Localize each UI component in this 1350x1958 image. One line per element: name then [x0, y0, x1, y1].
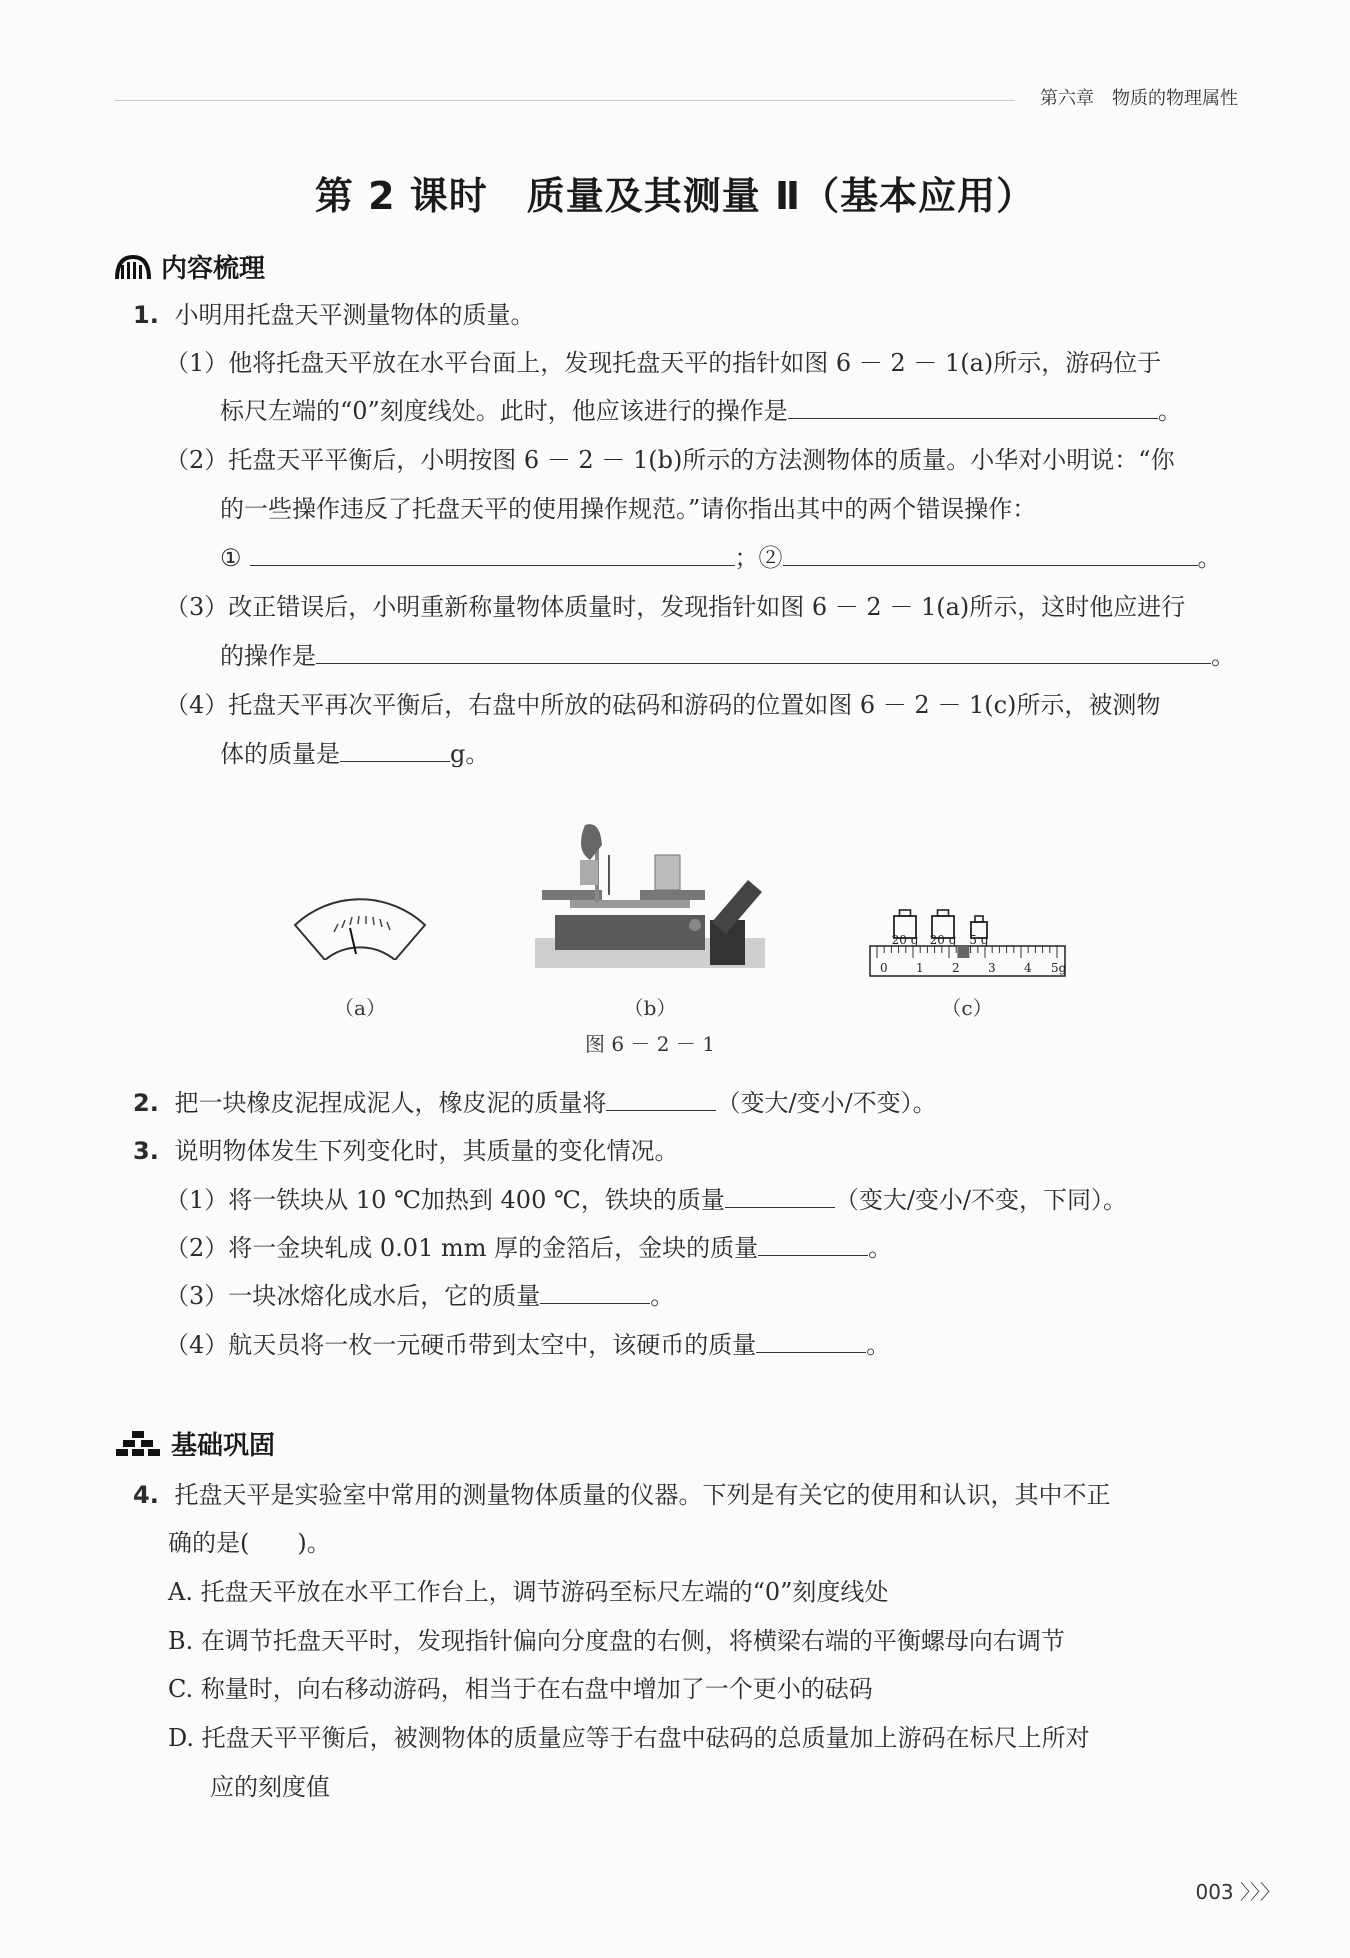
- scale-tick-label: 0: [880, 961, 888, 975]
- q3-part3-text: （3）一块冰熔化成水后，它的质量: [165, 1282, 541, 1310]
- period: 。: [1157, 397, 1182, 425]
- header-rule: [115, 100, 1015, 101]
- figure-b-balance: [530, 820, 775, 970]
- option-b[interactable]: B. 在调节托盘天平时，发现指针偏向分度盘的右侧，将横梁右端的平衡螺母向右调节: [168, 1627, 1065, 1655]
- q3-part2: [165, 1233, 892, 1263]
- answer-blank[interactable]: [788, 396, 1158, 419]
- q1-part3-line2: [220, 641, 1235, 671]
- q1-part1-line1: （1）他将托盘天平放在水平台面上，发现托盘天平的指针如图 6 － 2 － 1(a)所示，游码位于: [165, 349, 1162, 377]
- section-heading-basic: [115, 1425, 275, 1462]
- option-d-line2: 应的刻度值: [210, 1773, 330, 1801]
- period: 。: [1197, 544, 1222, 572]
- circled-two: ；②: [734, 544, 783, 572]
- period: 。: [650, 1282, 675, 1310]
- figure-a-label: （a）: [334, 996, 386, 1020]
- weight-knob: [975, 916, 983, 922]
- q3-part3: [165, 1281, 674, 1311]
- question-text: 把一块橡皮泥捏成泥人，橡皮泥的质量将: [174, 1089, 607, 1117]
- bricks-icon: [115, 1429, 161, 1459]
- page-title: 第 2 课时 质量及其测量 Ⅱ（基本应用）: [314, 174, 1036, 218]
- options-text: （变大/变小/不变）。: [716, 1089, 937, 1117]
- question-number: 4.: [133, 1481, 159, 1509]
- weight-knob: [900, 910, 911, 916]
- question-4-stem-line2: 确的是( )。: [168, 1529, 331, 1557]
- answer-blank[interactable]: [725, 1185, 835, 1208]
- q1-part1-line2: [220, 396, 1182, 426]
- option-c[interactable]: C. 称量时，向右移动游码，相当于在右盘中增加了一个更小的砝码: [168, 1675, 873, 1703]
- answer-blank[interactable]: [783, 543, 1198, 566]
- question-text: 托盘天平是实验室中常用的测量物体质量的仪器。下列是有关它的使用和认识，其中不正: [174, 1481, 1111, 1509]
- option-d-line1[interactable]: D. 托盘天平平衡后，被测物体的质量应等于右盘中砝码的总质量加上游码在标尺上所对: [168, 1724, 1090, 1752]
- answer-blank[interactable]: [250, 543, 735, 566]
- question-text: 小明用托盘天平测量物体的质量。: [174, 301, 535, 329]
- q1-part4-line1: （4）托盘天平再次平衡后，右盘中所放的砝码和游码的位置如图 6 － 2 － 1(c)所示，被测物: [165, 691, 1161, 719]
- unit-g: g。: [450, 740, 490, 768]
- question-1-stem: [133, 300, 534, 330]
- period: 。: [1211, 642, 1235, 670]
- figure-c-weights-scale: [865, 878, 1070, 978]
- weight-label: 5 g: [969, 933, 989, 947]
- section-heading-content: [115, 248, 265, 285]
- option-a[interactable]: A. 托盘天平放在水平工作台上，调节游码至标尺左端的“0”刻度线处: [168, 1578, 889, 1606]
- question-text: 说明物体发生下列变化时，其质量的变化情况。: [174, 1137, 679, 1165]
- weight-knob: [938, 910, 949, 916]
- question-number: 2.: [133, 1089, 159, 1117]
- q1-part3-line1: （3）改正错误后，小明重新称量物体质量时，发现指针如图 6 － 2 － 1(a)所示，这时他应进行: [165, 593, 1186, 621]
- question-number: 3.: [133, 1137, 159, 1165]
- q1-part2-line2: 的一些操作违反了托盘天平的使用操作规范。”请你指出其中的两个错误操作：: [220, 495, 1037, 523]
- period: 。: [866, 1331, 891, 1359]
- q3-part1-text: （1）将一铁块从 10 ℃加热到 400 ℃，铁块的质量: [165, 1186, 725, 1214]
- section-label: 基础巩固: [171, 1431, 276, 1461]
- pointer-needle: [350, 928, 356, 954]
- question-number: 1.: [133, 301, 159, 329]
- q1-part3-text: 的操作是: [220, 642, 316, 670]
- book-stack-icon: [115, 253, 151, 281]
- answer-blank[interactable]: [606, 1088, 716, 1111]
- rider-slider: [957, 946, 969, 958]
- weight-label: 20 g: [929, 933, 957, 947]
- scale-tick-label: 2: [952, 961, 960, 975]
- question-3-stem: [133, 1136, 678, 1166]
- q1-part4-line2: [220, 739, 489, 769]
- answer-blank[interactable]: [756, 1330, 866, 1353]
- chapter-header: 第六章 物质的物理属性: [1028, 84, 1238, 110]
- q3-part1: [165, 1185, 1127, 1215]
- options-text: （变大/变小/不变，下同）。: [834, 1186, 1127, 1214]
- question-2: [133, 1088, 937, 1118]
- q1-part2-line3: [220, 543, 1222, 573]
- q1-part1-text: 标尺左端的“0”刻度线处。此时，他应该进行的操作是: [220, 397, 788, 425]
- q1-part4-text: 体的质量是: [220, 740, 340, 768]
- answer-blank[interactable]: [340, 739, 450, 762]
- figure-caption: 图 6 － 2 － 1: [585, 1032, 715, 1056]
- section-label: 内容梳理: [161, 254, 266, 284]
- figure-c-label: （c）: [941, 996, 993, 1020]
- scale-tick-label: 1: [916, 961, 924, 975]
- circled-one: ①: [220, 544, 242, 572]
- weights-group: [892, 910, 989, 947]
- answer-blank[interactable]: [316, 641, 1211, 664]
- q3-part4: [165, 1330, 890, 1360]
- figure-a-dial: [290, 880, 430, 960]
- q3-part2-text: （2）将一金块轧成 0.01 mm 厚的金箔后，金块的质量: [165, 1234, 759, 1262]
- answer-blank[interactable]: [758, 1233, 868, 1256]
- page-number: 003 〉〉〉: [1195, 1880, 1280, 1904]
- question-4-stem-line1: [133, 1480, 1110, 1510]
- weight-label: 20 g: [891, 933, 919, 947]
- period: 。: [868, 1234, 893, 1262]
- scale-tick-label: 3: [988, 961, 996, 975]
- scale-tick-label: 4: [1024, 961, 1032, 975]
- answer-blank[interactable]: [540, 1281, 650, 1304]
- figure-b-label: （b）: [623, 996, 677, 1020]
- q1-part2-line1: （2）托盘天平平衡后，小明按图 6 － 2 － 1(b)所示的方法测物体的质量。小华对小明说：“你: [165, 446, 1175, 474]
- q3-part4-text: （4）航天员将一枚一元硬币带到太空中，该硬币的质量: [165, 1331, 757, 1359]
- scale-tick-label: 5g: [1051, 961, 1067, 975]
